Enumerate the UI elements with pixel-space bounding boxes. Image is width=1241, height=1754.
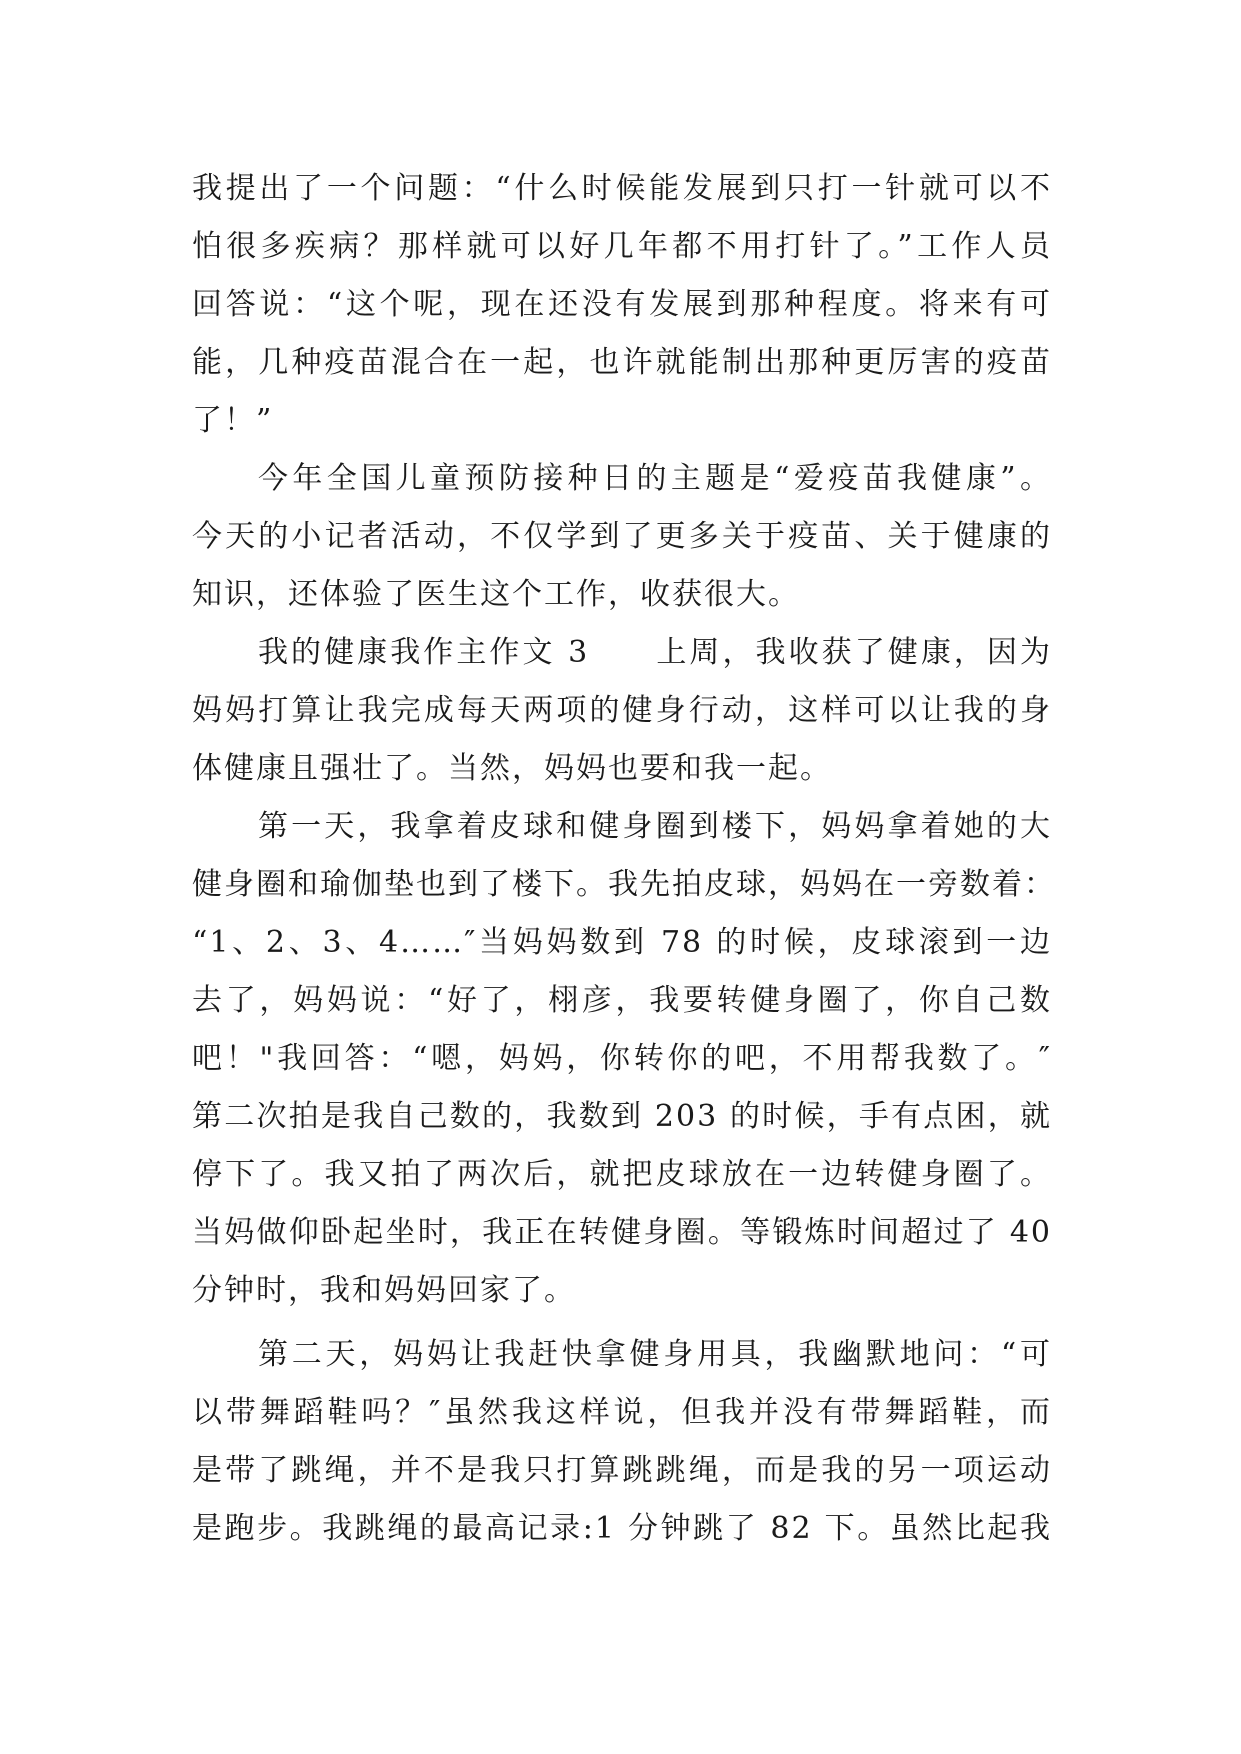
text-line: 怕很多疾病？那样就可以好几年都不用打针了。”工作人员 <box>192 229 1052 264</box>
text-line: 去了，妈妈说：“好了，栩彦，我要转健身圈了，你自己数 <box>192 983 1052 1018</box>
text-line: 妈妈打算让我完成每天两项的健身行动，这样可以让我的身 <box>192 693 1052 728</box>
paragraph-3 <box>192 624 1052 798</box>
text-line: 第二次拍是我自己数的，我数到 203 的时候，手有点困，就 <box>192 1099 1052 1134</box>
paragraph-1 <box>192 160 1052 450</box>
text-line: 我提出了一个问题：“什么时候能发展到只打一针就可以不 <box>192 171 1052 206</box>
text-line: 今年全国儿童预防接种日的主题是“爱疫苗我健康”。 <box>258 461 1052 496</box>
text-line: 能，几种疫苗混合在一起，也许就能制出那种更厉害的疫苗 <box>192 345 1052 380</box>
text-line: 是跑步。我跳绳的最高记录:1 分钟跳了 82 下。虽然比起我 <box>192 1511 1052 1546</box>
paragraph-4 <box>192 798 1056 1320</box>
document-page <box>192 160 1056 1558</box>
text-line: 健身圈和瑜伽垫也到了楼下。我先拍皮球，妈妈在一旁数着： <box>192 867 1056 902</box>
text-line: 当妈做仰卧起坐时，我正在转健身圈。等锻炼时间超过了 40 <box>192 1215 1052 1250</box>
text-line: 知识，还体验了医生这个工作，收获很大。 <box>192 577 800 612</box>
text-line: 了！” <box>192 403 274 438</box>
text-line: 分钟时，我和妈妈回家了。 <box>192 1273 576 1308</box>
text-line: 回答说：“这个呢，现在还没有发展到那种程度。将来有可 <box>192 287 1052 322</box>
text-line: 吧！"我回答：“嗯，妈妈，你转你的吧，不用帮我数了。″ <box>192 1041 1052 1076</box>
text-line: 是带了跳绳，并不是我只打算跳跳绳，而是我的另一项运动 <box>192 1453 1052 1488</box>
text-line: “1、2、3、4……″当妈妈数到 78 的时候，皮球滚到一边 <box>192 925 1052 960</box>
text-line: 体健康且强壮了。当然，妈妈也要和我一起。 <box>192 751 832 786</box>
text-line: 以带舞蹈鞋吗？″虽然我这样说，但我并没有带舞蹈鞋，而 <box>192 1395 1052 1430</box>
paragraph-5 <box>192 1326 1052 1558</box>
text-line: 我的健康我作主作文 3 上周，我收获了健康，因为 <box>258 635 1052 670</box>
text-line: 第一天，我拿着皮球和健身圈到楼下，妈妈拿着她的大 <box>258 809 1052 844</box>
text-line: 停下了。我又拍了两次后，就把皮球放在一边转健身圈了。 <box>192 1157 1052 1192</box>
text-line: 今天的小记者活动，不仅学到了更多关于疫苗、关于健康的 <box>192 519 1052 554</box>
paragraph-2 <box>192 450 1052 624</box>
text-line: 第二天，妈妈让我赶快拿健身用具，我幽默地问：“可 <box>258 1337 1052 1372</box>
